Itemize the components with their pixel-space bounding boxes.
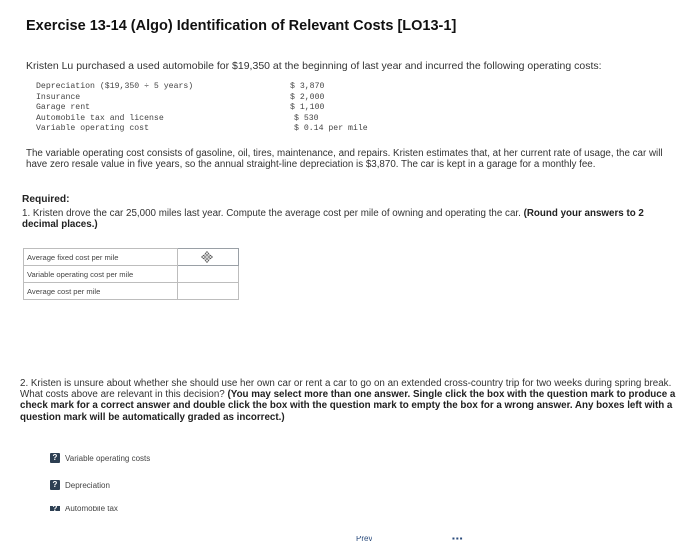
choice-label: Automobile tax	[65, 506, 118, 511]
operating-costs-list	[36, 82, 396, 135]
choice-label: Variable operating costs	[65, 453, 151, 463]
cost-label: Depreciation ($19,350 ÷ 5 years)	[36, 82, 194, 91]
question-mark-checkbox[interactable]: ?	[50, 453, 60, 463]
row-label: Average cost per mile	[24, 283, 178, 300]
question-mark-checkbox[interactable]: ?	[50, 506, 60, 511]
table-row	[24, 249, 239, 266]
row-label: Average fixed cost per mile	[24, 249, 178, 266]
variable-operating-cost-input[interactable]	[178, 266, 239, 283]
cost-label: Variable operating cost	[36, 124, 150, 134]
question-2	[20, 378, 680, 423]
average-fixed-cost-input[interactable]	[178, 249, 239, 266]
question-2-text: 2. Kristen is unsure about whether she should use her own car or rent a car to go on an extended cross-country trip for two weeks during spring break. What costs above are relevant in this decision?	[20, 378, 672, 401]
cost-row	[36, 124, 396, 135]
move-cursor-icon	[201, 251, 213, 263]
cost-amount: $ 1,100	[290, 103, 325, 113]
table-row	[24, 283, 239, 300]
grid-icon[interactable]: ▪▪▪	[452, 536, 464, 542]
cost-label: Insurance	[36, 92, 81, 102]
choice-variable-operating-costs[interactable]	[50, 453, 150, 463]
cost-amount: $ 3,870	[290, 82, 325, 91]
question-1-text: 1. Kristen drove the car 25,000 miles last year. Compute the average cost per mile of owning and operating the car.	[22, 208, 521, 219]
question-1	[22, 208, 672, 230]
prev-button[interactable]: Prev	[356, 536, 373, 542]
cost-amount: $ 2,000	[290, 92, 325, 102]
intro-text: Kristen Lu purchased a used automobile for $19,350 at the beginning of last year and incurred the following operating costs:	[26, 60, 602, 72]
choice-label: Depreciation	[65, 480, 110, 490]
cost-amount: $ 530	[294, 113, 319, 123]
answer-table	[23, 248, 239, 300]
cost-row	[36, 103, 396, 114]
bottom-navigation	[0, 536, 700, 542]
choice-depreciation[interactable]	[50, 480, 110, 490]
question-1-instruction: (Round your answers to 2 decimal places.)	[22, 208, 644, 231]
average-cost-input[interactable]	[178, 283, 239, 300]
cost-row	[36, 114, 396, 125]
choice-automobile-tax[interactable]	[50, 506, 118, 511]
row-label: Variable operating cost per mile	[24, 266, 178, 283]
required-heading: Required:	[22, 194, 70, 205]
page-title: Exercise 13-14 (Algo) Identification of Relevant Costs [LO13-1]	[26, 18, 457, 34]
cost-amount: $ 0.14 per mile	[294, 124, 368, 134]
cost-row	[36, 93, 396, 104]
question-mark-checkbox[interactable]: ?	[50, 480, 60, 490]
description-paragraph: The variable operating cost consists of gasoline, oil, tires, maintenance, and repairs. Kristen estimates that, at her current rate of usage, the car will have zero resale value in five years, so the annual straight-line depreciation is $3,870. The car is kept in a garage for a monthly fee.	[26, 148, 663, 171]
cost-row	[36, 82, 396, 93]
cost-label: Automobile tax and license	[36, 113, 164, 123]
table-row	[24, 266, 239, 283]
cost-label: Garage rent	[36, 103, 91, 113]
question-2-instruction: (You may select more than one answer. Single click the box with the question mark to produce a check mark for a correct answer and double click the box with the question mark to empty the box for a wrong answer. Any boxes left with a question mark will be automatically graded as incorrect.)	[20, 389, 676, 423]
